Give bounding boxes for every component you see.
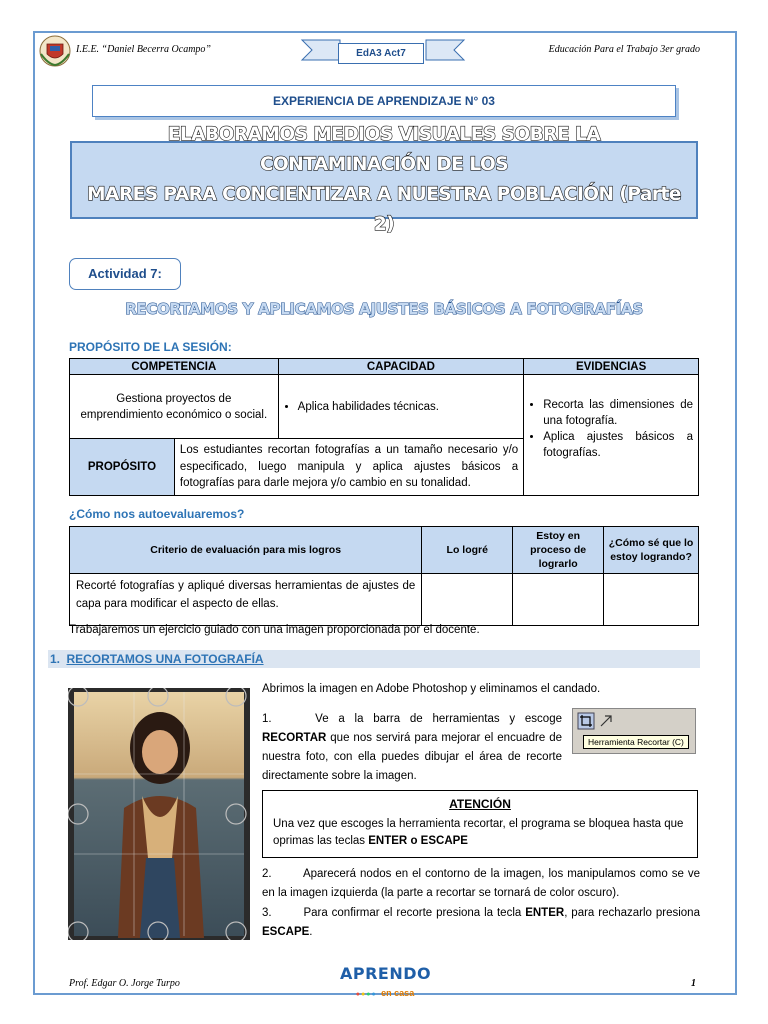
attention-text xyxy=(263,811,697,850)
step-3-text-a: Para confirmar el recorte presiona la tecla xyxy=(303,907,522,919)
logre-cell xyxy=(422,574,513,626)
main-title-box xyxy=(70,124,698,235)
purpose-table xyxy=(69,358,699,496)
step-3-number: 3. xyxy=(262,907,272,919)
page-number: 1 xyxy=(691,978,696,989)
header-evidencias: EVIDENCIAS xyxy=(524,359,699,375)
school-name: I.E.E. “Daniel Becerra Ocampo” xyxy=(76,44,211,55)
step-3-text-b: , para rechazarlo presiona xyxy=(564,907,700,919)
evidencia-item: • Aplica ajustes básicos a fotografías. xyxy=(543,429,693,461)
aprendo-logo xyxy=(340,965,430,1001)
activity-label: Actividad 7: xyxy=(69,258,181,290)
footer-professor: Prof. Edgar O. Jorge Turpo xyxy=(69,978,180,989)
step-3-escape: ESCAPE xyxy=(262,926,310,938)
header-proceso: Estoy en proceso de lograrlo xyxy=(513,527,604,574)
guided-note: Trabajaremos un ejercicio guiado con una imagen proporcionada por el docente. xyxy=(69,624,480,636)
capacidad-item: • Aplica habilidades técnicas. xyxy=(298,399,519,415)
brand-sub: en casa xyxy=(381,988,415,998)
step-1-number: 1. xyxy=(262,713,272,725)
step-1-bold: RECORTAR xyxy=(262,732,327,744)
proceso-cell xyxy=(513,574,604,626)
self-eval-table xyxy=(69,526,699,626)
course-name: Educación Para el Trabajo 3er grado xyxy=(548,44,700,55)
section-1-title: RECORTAMOS UNA FOTOGRAFÍA xyxy=(66,652,264,666)
crop-tool-screenshot xyxy=(572,708,696,754)
section-1-bar xyxy=(48,650,700,668)
brand-sub-row xyxy=(340,983,430,1001)
crop-tool-tooltip: Herramienta Recortar (C) xyxy=(583,735,689,749)
step-1-text-a: Ve a la barra de herramientas y escoge xyxy=(315,713,562,725)
attention-box xyxy=(262,790,698,858)
header-como: ¿Cómo sé que lo estoy logrando? xyxy=(604,527,699,574)
evidencia-item: • Recorta las dimensiones de una fotografía. xyxy=(543,397,693,429)
header-competencia: COMPETENCIA xyxy=(70,359,279,375)
section-1-number: 1. xyxy=(50,652,61,666)
attention-key-escape: ESCAPE xyxy=(420,835,468,847)
header-capacidad: CAPACIDAD xyxy=(278,359,524,375)
capacidad-cell xyxy=(278,375,524,439)
activity-title: RECORTAMOS Y APLICAMOS AJUSTES BÁSICOS A FOTOGRAFÍAS xyxy=(125,300,643,318)
attention-text-a: Una vez que escoges la herramienta recortar, el programa se bloquea hasta que oprimas las teclas xyxy=(273,818,684,847)
step-1-text-b: que nos servirá para mejorar el encuadre de nuestra foto, con ella puedes dibujar el área de recorte directamente sobre la imagen. xyxy=(262,732,562,782)
brand-dots-icon: ●●●● xyxy=(355,991,377,998)
experience-heading: EXPERIENCIA DE APRENDIZAJE N° 03 xyxy=(92,85,676,117)
brand-main: APRENDO xyxy=(340,964,432,983)
header-logre: Lo logré xyxy=(422,527,513,574)
step-2 xyxy=(262,865,700,903)
crop-photo-image xyxy=(68,688,250,940)
step-3-enter: ENTER xyxy=(525,907,565,919)
step-3-text-c: . xyxy=(309,926,313,938)
proposito-label: PROPÓSITO xyxy=(70,439,175,496)
main-title xyxy=(82,120,686,240)
attention-mid: o xyxy=(410,835,418,847)
proposito-text: Los estudiantes recortan fotografías a un tamaño necesario y/o especificado, luego manipula y aplica ajustes básicos a fotografías para darle mejora y/o cambio en su tonalidad. xyxy=(174,439,523,496)
como-cell xyxy=(604,574,699,626)
competencia-cell: Gestiona proyectos de emprendimiento económico o social. xyxy=(70,375,279,439)
criterio-cell: Recorté fotografías y apliqué diversas herramientas de ajustes de capa para modificar el aspecto de ellas. xyxy=(70,574,422,626)
step-3 xyxy=(262,904,700,942)
school-logo-icon xyxy=(38,34,72,68)
attention-title: ATENCIÓN xyxy=(449,797,511,811)
step-intro: Abrimos la imagen en Adobe Photoshop y eliminamos el candado. xyxy=(262,683,601,695)
step-2-text: Aparecerá nodos en el contorno de la imagen, los manipulamos como se ve en la imagen izquierda (la parte a recortar se tornará de color oscuro). xyxy=(262,868,701,899)
self-eval-heading: ¿Cómo nos autoevaluaremos? xyxy=(69,507,245,521)
main-title-line: ELABORAMOS MEDIOS VISUALES SOBRE LA CONTAMINACIÓN DE LOS xyxy=(167,124,601,175)
evidencias-cell xyxy=(524,375,699,496)
purpose-heading: PROPÓSITO DE LA SESIÓN: xyxy=(69,340,232,354)
activity-code: EdA3 Act7 xyxy=(338,43,424,64)
crop-tool-icon xyxy=(577,712,617,730)
main-title-line: MARES PARA CONCIENTIZAR A NUESTRA POBLACIÓN (Parte 2) xyxy=(87,184,681,235)
header-criterio: Criterio de evaluación para mis logros xyxy=(70,527,422,574)
attention-key-enter: ENTER xyxy=(368,835,408,847)
step-1 xyxy=(262,710,562,786)
step-2-number: 2. xyxy=(262,868,272,880)
